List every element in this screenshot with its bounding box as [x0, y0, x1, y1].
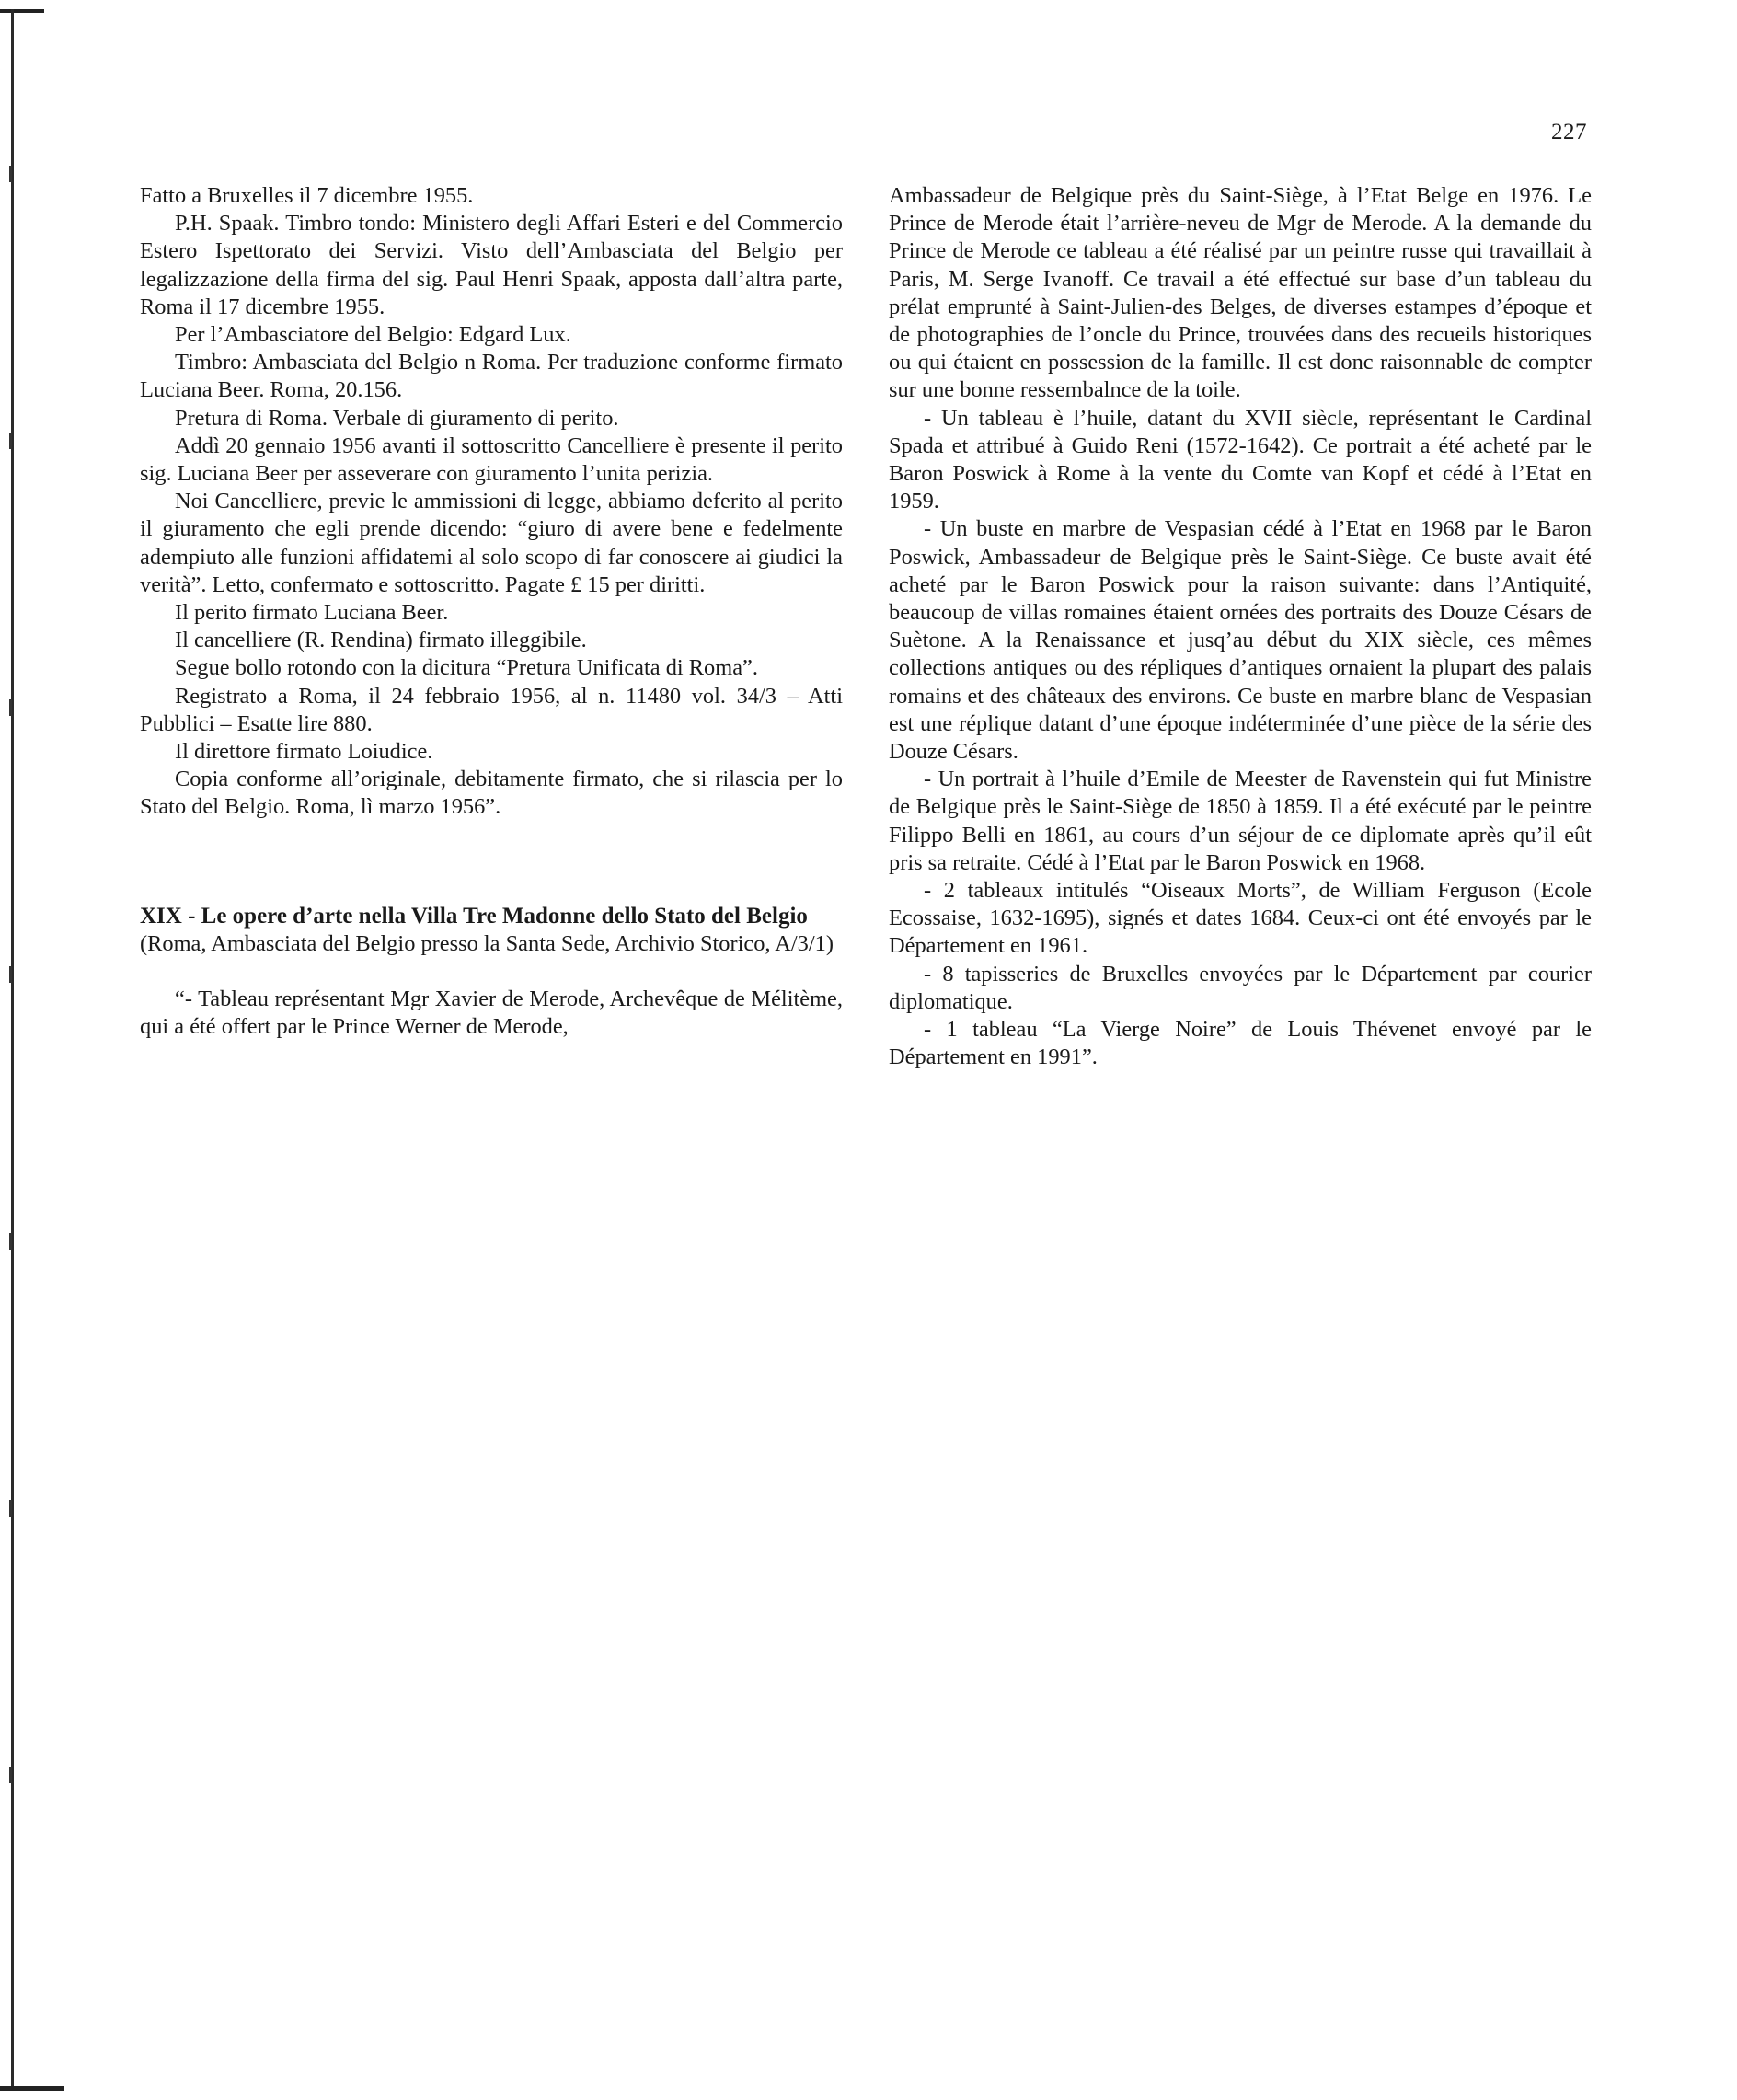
quote-paragraph: “- Tableau représentant Mgr Xavier de Merode, Archevêque de Mélitème, qui a été offert par le Prince Werner de Merode, — [140, 986, 843, 1040]
left-column — [140, 182, 843, 1041]
paragraph: Noi Cancelliere, previe le ammissioni di legge, abbiamo deferito al perito il giuramento che egli prende dicendo: “giuro di avere bene e fedelmente adempiuto alle funzioni affidatemi al solo scopo di far conoscere ai giudici la verità”. Letto, confermato e sottoscritto. Pagate £ 15 per diritti. — [140, 489, 843, 597]
scan-border-bottom — [0, 2086, 64, 2091]
paragraph: Registrato a Roma, il 24 febbraio 1956, al n. 11480 vol. 34/3 – Atti Pubblici – Esatte lire 880. — [140, 683, 843, 736]
paragraph: P.H. Spaak. Timbro tondo: Ministero degli Affari Esteri e del Commercio Estero Ispettorato dei Servizi. Visto dell’Ambasciata del Belgio per legalizzazione della firma del sig. Paul Henri Spaak, apposta dall’altra parte, Roma il 17 dicembre 1955. — [140, 211, 843, 319]
scan-mark — [9, 966, 12, 983]
scan-border-top — [0, 9, 44, 13]
scan-mark — [9, 433, 12, 449]
list-item: - Un portrait à l’huile d’Emile de Meester de Ravenstein qui fut Ministre de Belgique près le Saint-Siège de 1850 à 1859. Il a été exécuté par le peintre Filippo Belli en 1861, au cours d’un séjour de ce diplomate après qu’il eût pris sa retraite. Cédé à l’Etat par le Baron Poswick en 1968. — [889, 767, 1592, 875]
source-reference: (Roma, Ambasciata del Belgio presso la Santa Sede, Archivio Storico, A/3/1) — [140, 930, 834, 956]
paragraph: Il direttore firmato Loiudice. — [175, 739, 433, 765]
paragraph: Il perito firmato Luciana Beer. — [175, 600, 449, 626]
paragraph: Pretura di Roma. Verbale di giuramento di perito. — [175, 405, 619, 431]
scan-mark — [9, 699, 12, 716]
paragraph: Segue bollo rotondo con la dicitura “Pretura Unificata di Roma”. — [175, 655, 758, 681]
scan-mark — [9, 1500, 12, 1517]
paragraph: Copia conforme all’originale, debitamente firmato, che si rilascia per lo Stato del Belgio. Roma, lì marzo 1956”. — [140, 767, 843, 820]
page-number: 227 — [1551, 120, 1587, 144]
list-item: - 8 tapisseries de Bruxelles envoyées par le Département par courier diplomatique. — [889, 961, 1592, 1014]
paragraph: Fatto a Bruxelles il 7 dicembre 1955. — [140, 183, 474, 208]
list-item: - 2 tableaux intitulés “Oiseaux Morts”, de William Ferguson (Ecole Ecossaise, 1632-1695), signés et dates 1684. Ceux-ci ont été envoyés par le Département en 1961. — [889, 878, 1592, 959]
scan-mark — [9, 1767, 12, 1783]
paragraph: Addì 20 gennaio 1956 avanti il sottoscritto Cancelliere è presente il perito sig. Luciana Beer per asseverare con giuramento l’unita perizia. — [140, 433, 843, 487]
section-heading: XIX - Le opere d’arte nella Villa Tre Madonne dello Stato del Belgio — [140, 903, 808, 929]
paragraph: Il cancelliere (R. Rendina) firmato illeggibile. — [175, 628, 587, 653]
paragraph: Timbro: Ambasciata del Belgio n Roma. Per traduzione conforme firmato Luciana Beer. Roma, 20.156. — [140, 350, 843, 403]
scan-mark — [9, 1233, 12, 1250]
list-item: - 1 tableau “La Vierge Noire” de Louis Thévenet envoyé par le Département en 1991”. — [889, 1017, 1592, 1070]
paragraph: Ambassadeur de Belgique près du Saint-Siège, à l’Etat Belge en 1976. Le Prince de Merode était l’arrière-neveu de Mgr de Merode. A la demande du Prince de Merode ce tableau a été réalisé par un peintre russe qui travaillait à Paris, M. Serge Ivanoff. Ce travail a été effectué sur base d’un tableau du prélat emprunté à Saint-Julien-des Belges, de diverses estampes d’époque et de photographies de l’oncle du Prince, trouvées dans des recueils historiques ou qui étaient en possession de la famille. Il est donc raisonnable de compter sur une bonne ressembalnce de la toile. — [889, 183, 1592, 403]
list-item: - Un buste en marbre de Vespasian cédé à l’Etat en 1968 par le Baron Poswick, Ambassadeur de Belgique près le Saint-Siège. Ce buste avait été acheté par le Baron Poswick pour la raison suivante: dans l’Antiquité, beaucoup de villas romaines étaient ornées des portraits des Douze Césars de Suètone. A la Renaissance et jusq’au début du XIX siècle, ces mêmes collections antiques ou des répliques d’antiques ornaient la plupart des palais romains et des châteaux des environs. Ce buste en marbre blanc de Vespasian est une réplique datant d’une époque indéterminée d’une pièce de la série des Douze Césars. — [889, 516, 1592, 765]
paragraph: Per l’Ambasciatore del Belgio: Edgard Lux. — [175, 322, 571, 348]
right-column — [889, 182, 1592, 1072]
list-item: - Un tableau è l’huile, datant du XVII siècle, représentant le Cardinal Spada et attribué à Guido Reni (1572-1642). Ce portrait a été acheté par le Baron Poswick à Rome à la vente du Comte van Kopf et cédé à l’Etat en 1959. — [889, 405, 1592, 514]
scan-mark — [9, 166, 12, 182]
